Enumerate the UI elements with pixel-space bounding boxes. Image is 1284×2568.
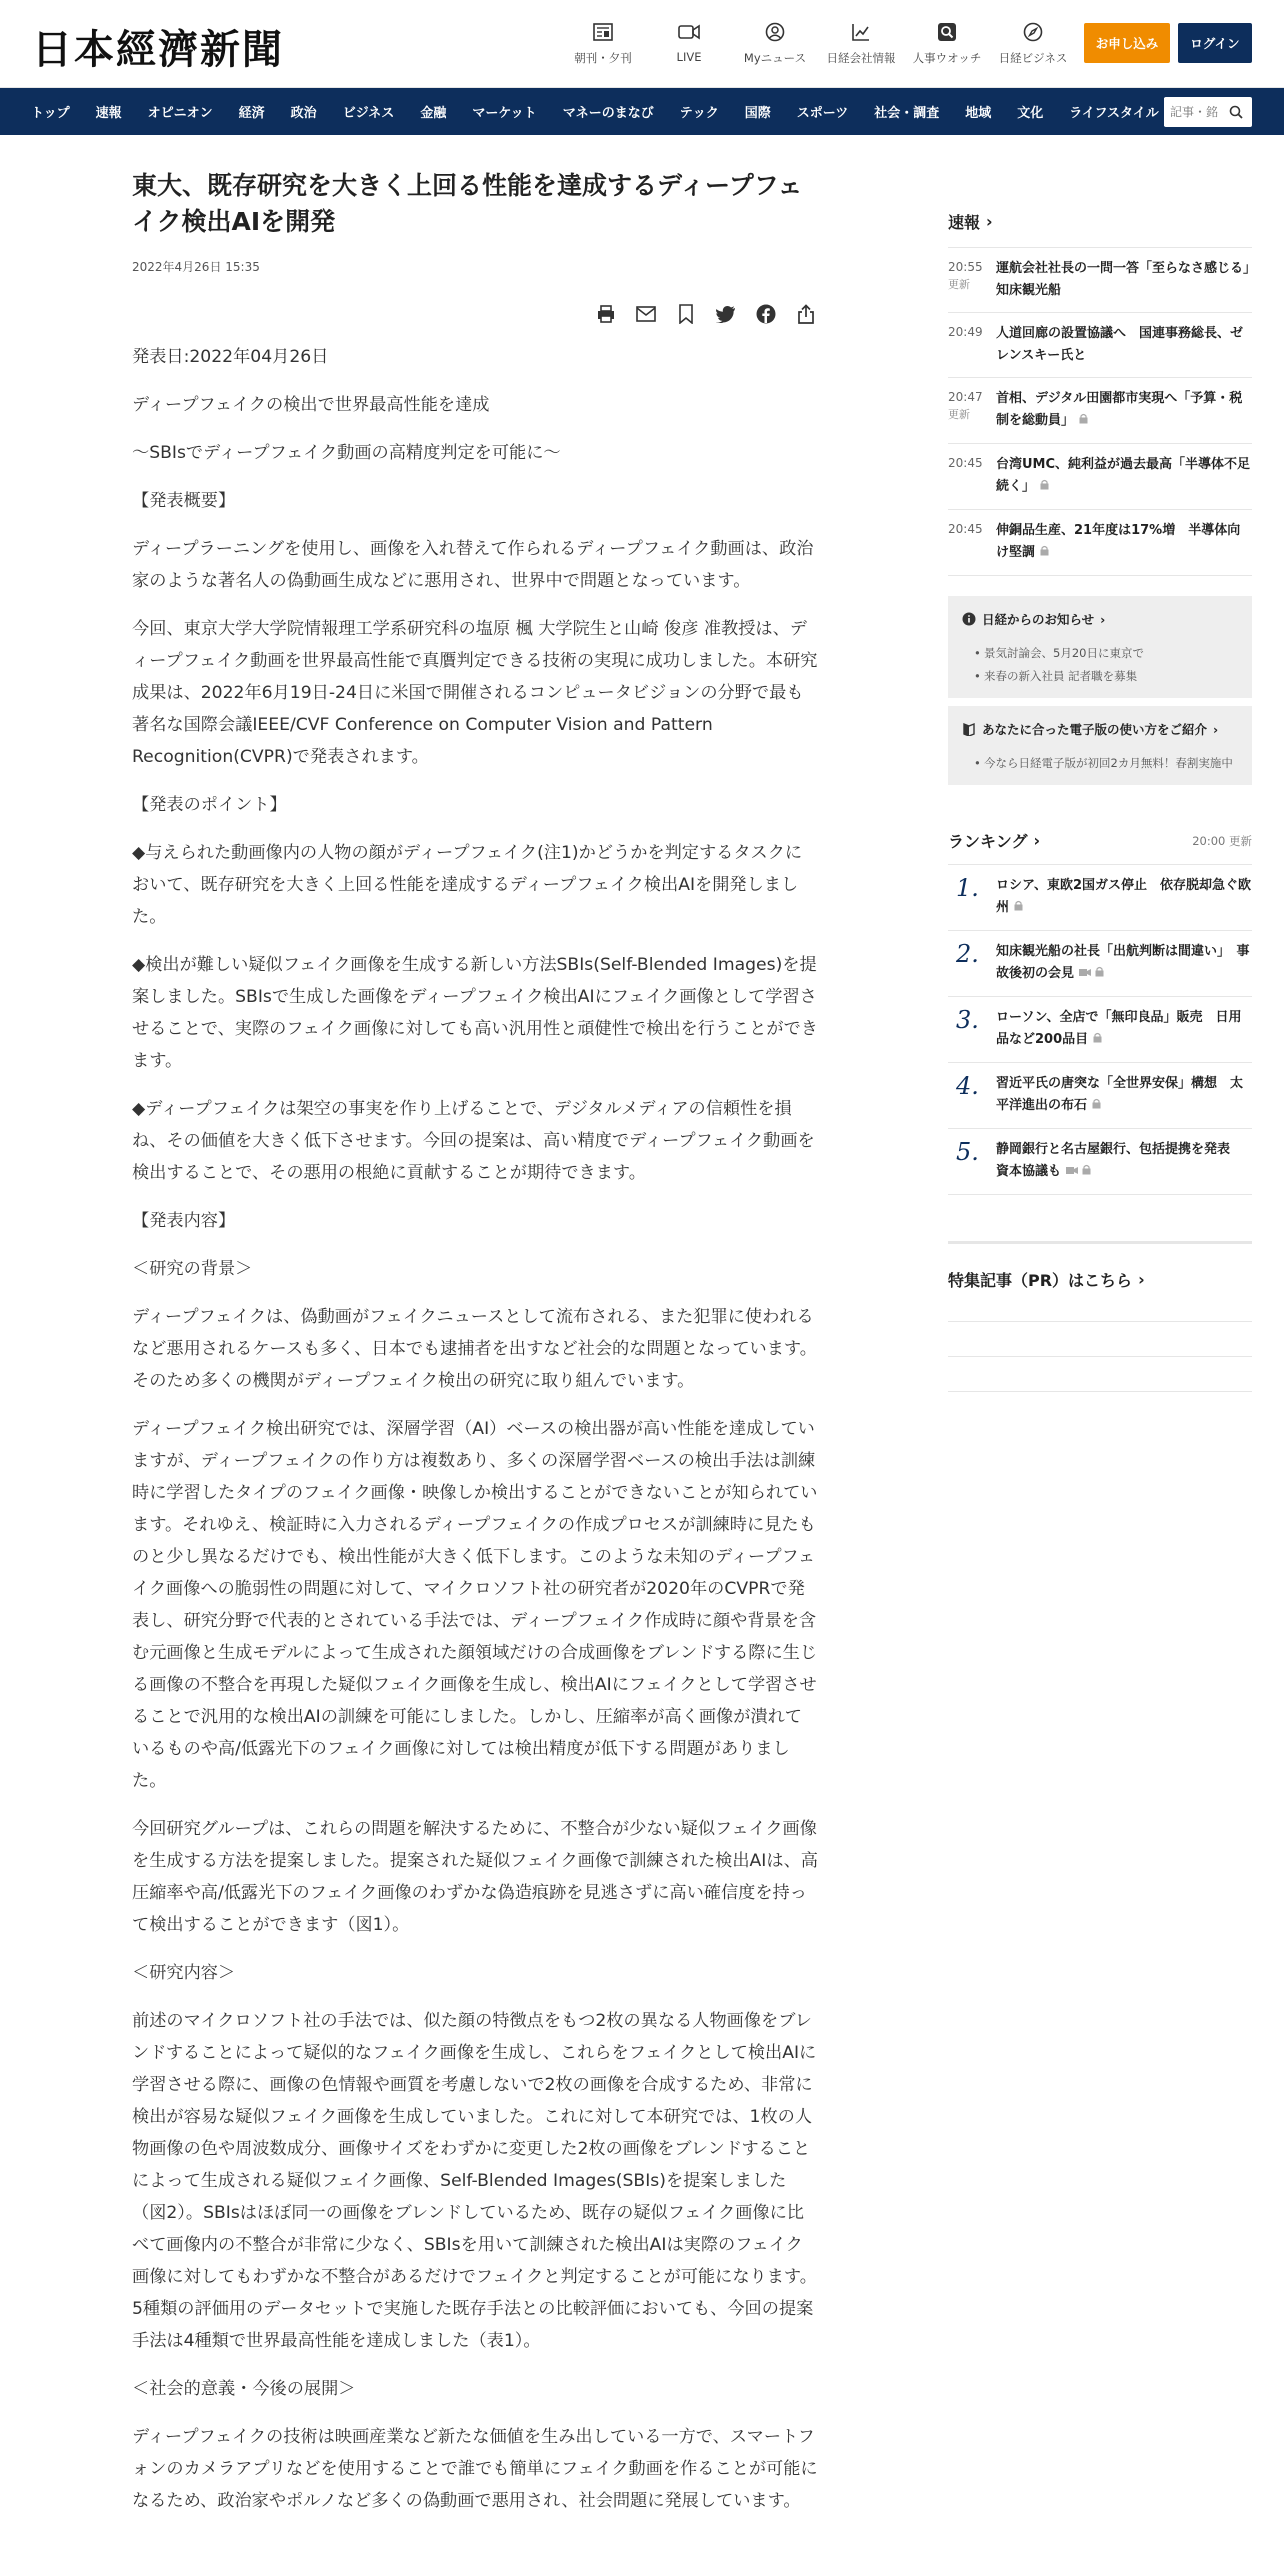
article-paragraph: ＜研究の背景＞: [132, 1259, 253, 1279]
publish-date: 2022年4月26日 15:35: [132, 260, 260, 274]
lock-icon: [1079, 416, 1088, 427]
mail-icon[interactable]: [634, 302, 658, 326]
nav-region[interactable]: 地域: [965, 106, 992, 121]
info-icon: [962, 612, 976, 626]
share-icon[interactable]: [794, 302, 818, 326]
article-paragraph: 今回研究グループは、これらの問題を解決するために、不整合が少ない疑似フェイク画像を生成する方法を提案しました。提案された疑似フェイク画像で訓練された検出AIは、高圧縮率や高/低露光下のフェイク画像のわずかな偽造痕跡を見逃さずに高い確信度を持って検出することができます（図1）。: [132, 1819, 818, 1935]
article-paragraph: ◆与えられた動画像内の人物の顔がディープフェイク(注1)かどうかを判定するタスクにおいて、既存研究を大きく上回る性能を達成するディープフェイク検出AIを開発しました。: [132, 843, 803, 927]
article-paragraph: ディープフェイクの技術は映画産業など新たな価値を生み出している一方で、スマートフォンのカメラアプリなどを使用することで誰でも簡単にフェイク動画を作ることが可能になるため、政治家やポルノなど多くの偽動画で悪用され、社会問題に発展しています。: [132, 2427, 818, 2511]
pr-title: 特集記事（PR）はこちら: [948, 1271, 1133, 1290]
divider: [948, 1356, 1252, 1357]
updated-label: 更新: [948, 408, 970, 421]
nav-company-info[interactable]: [818, 20, 904, 66]
nav-label: LIVE: [676, 50, 702, 64]
notice-heading[interactable]: [962, 610, 1238, 628]
notice-item[interactable]: • 来春の新入社員 記者職を募集: [962, 665, 1238, 688]
book-icon: [962, 722, 976, 736]
guide-item[interactable]: • 今なら日経電子版が初回2カ月無料！春割実施中: [962, 752, 1238, 775]
nav-politics[interactable]: 政治: [290, 106, 317, 121]
notice-item[interactable]: • 景気討論会、5月20日に東京で: [962, 642, 1238, 665]
login-button[interactable]: ログイン: [1178, 23, 1252, 63]
breaking-news-list: [948, 247, 1263, 576]
header-nav: [560, 20, 1076, 66]
nav-society[interactable]: 社会・調査: [874, 106, 940, 121]
ranking-item[interactable]: [948, 931, 1252, 997]
ranking-item[interactable]: [948, 1129, 1252, 1195]
digital-guide-box: [948, 706, 1252, 785]
video-icon: [1066, 1167, 1078, 1178]
article-paragraph: 前述のマイクロソフト社の手法では、似た顔の特徴点をもつ2枚の異なる人物画像をブレンドすることによって疑似的なフェイク画像を生成し、これらをフェイクとして検出AIに学習させる際に、画像の色情報や画質を考慮しないで2枚の画像を合成するため、非常に検出が容易な疑似フェイク画像を生成していました。これに対して本研究では、1枚の人物画像の色や周波数成分、画像サイズをわずかに変更した2枚の画像をブレンドすることによって生成される疑似フェイク画像、Self-Blended Images(SBIs)を提案しました（図2）。SBIsはほぼ同一の画像をブレンドしているため、既存の疑似フェイク画像に比べて画像内の不整合が非常に少なく、SBIsを用いて訓練された検出AIは実際のフェイク画像に対してもわずかな不整合があるだけでフェイクと判定することが可能になります。5種類の評価用のデータセットで実施した既存手法との比較評価においても、今回の提案手法は4種類で世界最高性能を達成しました（表1）。: [132, 2011, 817, 2351]
guide-title: あなたに合った電子版の使い方をご紹介: [982, 722, 1208, 737]
nav-label: 朝刊・夕刊: [574, 51, 632, 65]
chevron-right-icon: ›: [1100, 611, 1106, 627]
nav-label: Myニュース: [743, 51, 807, 65]
article-paragraph: ＜研究内容＞: [132, 1963, 236, 1983]
bookmark-icon[interactable]: [674, 302, 698, 326]
ranking-section: [948, 829, 1252, 1195]
search-icon[interactable]: [1224, 105, 1248, 119]
news-item[interactable]: [948, 313, 1252, 378]
article-paragraph: ディープフェイク検出研究では、深層学習（AI）ベースの検出器が高い性能を達成していますが、ディープフェイクの作り方は複数あり、多くの深層学習ベースの検出手法は訓練時に学習したタイプのフェイク画像・映像しか検出することができないことが知られています。それゆえ、検証時に入力されるディープフェイクの作成プロセスが訓練時に見たものと少し異なるだけでも、検出性能が大きく低下します。このような未知のディープフェイク画像への脆弱性の問題に対して、マイクロソフト社の研究者が2020年のCVPRで発表し、研究分野で代表的とされている手法では、ディープフェイク作成時に顔や背景を含む元画像と生成モデルによって生成された顔領域だけの合成画像をブレンドする際に生じる画像の不整合を再現した疑似フェイク画像を生成し、検出AIにフェイクとして学習させることで汎用的な検出AIの訓練を可能にしました。しかし、圧縮率が高く画像が潰れているものや高/低露光下のフェイク画像に対しては検出精度が低下する問題がありました。: [132, 1419, 818, 1791]
article-paragraph: ディープラーニングを使用し、画像を入れ替えて作られるディープフェイク動画は、政治家のような著名人の偽動画生成などに悪用され、世界中で問題となっています。: [132, 539, 814, 591]
nav-nikkei-business[interactable]: [990, 20, 1076, 66]
nav-label: 日経ビジネス: [998, 51, 1068, 65]
article-body: [132, 341, 818, 2517]
news-title: 運航会社社長の一問一答「至らなさ感じる」 知床観光船: [996, 261, 1263, 298]
article-paragraph: 今回、東京大学大学院情報理工学系研究科の塩原 楓 大学院生と山崎 俊彦 准教授は、ディープフェイク動画を世界最高性能で真贋判定できる技術の実現に成功しました。本研究成果は、2022年6月19日-24日に米国で開催されるコンピュータビジョンの分野で最も著名な国際会議IEEE/CVF Conference on Computer Vision and Pattern Recognition(CVPR)で発表されます。: [132, 619, 818, 767]
nav-tech[interactable]: テック: [679, 106, 719, 121]
breaking-news-title: 速報: [948, 213, 981, 232]
ranking-number: 4.: [956, 1072, 979, 1100]
article-paragraph: ディープフェイクは、偽動画がフェイクニュースとして流布される、また犯罪に使われるなど悪用されるケースも多く、日本でも逮捕者を出すなど社会的な問題となっています。そのため多くの機関がディープフェイク検出の研究に取り組んでいます。: [132, 1307, 817, 1391]
news-title: 伸銅品生産、21年度は17%増 半導体向け堅調: [996, 523, 1241, 560]
search-input[interactable]: [1164, 98, 1224, 126]
lock-icon: [1040, 548, 1049, 559]
nav-my-news[interactable]: [732, 20, 818, 66]
user-icon: [762, 20, 788, 44]
article-paragraph: 〜SBIsでディープフェイク動画の高精度判定を可能に〜: [132, 443, 561, 463]
sidebar: [948, 210, 1263, 1392]
article-paragraph: 【発表内容】: [132, 1211, 236, 1231]
lock-icon: [1082, 1167, 1091, 1178]
nav-business[interactable]: ビジネス: [342, 106, 395, 121]
news-time: 20:55 更新: [948, 258, 996, 302]
notice-title: 日経からのお知らせ: [982, 612, 1095, 627]
article-paragraph: ◆ディープフェイクは架空の事実を作り上げることで、デジタルメディアの信頼性を損ね、その価値を大きく低下させます。今回の提案は、高い精度でディープフェイク動画を検出することで、その悪用の根絶に貢献することが期待できます。: [132, 1099, 815, 1183]
ranking-item[interactable]: [948, 997, 1252, 1063]
nav-finance[interactable]: 金融: [420, 106, 447, 121]
site-logo[interactable]: 日本經濟新聞: [32, 26, 284, 73]
divider: [948, 1321, 1252, 1322]
nav-international[interactable]: 国際: [744, 106, 771, 121]
updated-label: 更新: [948, 278, 970, 291]
nikkei-notice-box: [948, 596, 1252, 698]
ranking-number: 5.: [956, 1138, 979, 1166]
news-title: 台湾UMC、純利益が過去最高「半導体不足続く」: [996, 457, 1251, 494]
ranking-item[interactable]: [948, 1063, 1252, 1129]
ranking-list: [948, 864, 1252, 1195]
nav-money[interactable]: マネーのまなび: [562, 106, 654, 121]
search-box: [1164, 97, 1252, 127]
chevron-right-icon: ›: [1138, 1270, 1145, 1289]
nav-personnel-watch[interactable]: [904, 20, 990, 66]
guide-heading[interactable]: [962, 720, 1238, 738]
notice-list: [962, 642, 1238, 688]
chevron-right-icon: ›: [986, 212, 993, 231]
news-item[interactable]: [948, 510, 1252, 576]
lock-icon: [1095, 969, 1104, 980]
pr-heading[interactable]: [948, 1268, 1252, 1291]
ranking-number: 2.: [956, 940, 979, 968]
nav-morning-evening[interactable]: [560, 20, 646, 66]
guide-list: [962, 752, 1238, 775]
nav-label: 人事ウオッチ: [912, 51, 982, 65]
nav-sports[interactable]: スポーツ: [796, 106, 849, 121]
ranking-title: ロシア、東欧2国ガス停止 依存脱却急ぐ欧州: [996, 878, 1252, 915]
article-paragraph: ◆検出が難しい疑似フェイク画像を生成する新しい方法SBIs(Self-Blended Images)を提案しました。SBIsで生成した画像をディープフェイク検出AIにフェイク画像として学習させることで、実際のフェイク画像に対しても高い汎用性と頑健性で検出を行うことができます。: [132, 955, 818, 1071]
lock-icon: [1093, 1035, 1102, 1046]
nav-live[interactable]: [646, 20, 732, 66]
nav-label: 日経会社情報: [826, 51, 896, 65]
news-item[interactable]: [948, 444, 1252, 510]
compass-icon: [1020, 20, 1046, 44]
ranking-item[interactable]: [948, 865, 1252, 931]
news-time: 20:49: [948, 325, 983, 339]
ranking-number: 3.: [956, 1006, 979, 1034]
ranking-title: ローソン、全店で「無印良品」販売 日用品など200品目: [996, 1010, 1242, 1047]
ranking-title: 静岡銀行と名古屋銀行、包括提携を発表 資本協議も: [996, 1142, 1244, 1179]
ranking-title: 習近平氏の唐突な「全世界安保」構想 太平洋進出の布石: [996, 1076, 1244, 1113]
site-header: [0, 0, 1284, 88]
article-paragraph: 【発表のポイント】: [132, 795, 287, 815]
nav-top[interactable]: トップ: [31, 106, 70, 121]
news-time: 20:45: [948, 456, 983, 470]
lock-icon: [1040, 482, 1049, 493]
news-title: 首相、デジタル田園都市実現へ「予算・税制を総動員」: [996, 391, 1243, 428]
ranking-title: 知床観光船の社長「出航判断は間違い」 事故後初の会見: [996, 944, 1250, 981]
twitter-icon[interactable]: [714, 302, 738, 326]
article-paragraph: 【発表概要】: [132, 491, 236, 511]
chevron-right-icon: ›: [1033, 831, 1041, 850]
facebook-icon[interactable]: [754, 302, 778, 326]
share-toolbar: [132, 301, 818, 327]
breaking-news-heading[interactable]: [948, 210, 1252, 233]
nav-breaking[interactable]: 速報: [95, 106, 122, 121]
pr-section: [948, 1241, 1252, 1392]
category-navbar: [0, 88, 1284, 135]
nav-economy[interactable]: 経済: [238, 106, 265, 121]
search-person-icon: [934, 20, 960, 44]
divider: [948, 1391, 1252, 1392]
article-paragraph: ＜社会的意義・今後の展開＞: [132, 2379, 356, 2399]
ranking-number: 1.: [956, 874, 979, 902]
nav-culture[interactable]: 文化: [1017, 106, 1044, 121]
ranking-title: ランキング: [948, 832, 1028, 851]
nav-lifestyle[interactable]: ライフスタイル: [1069, 106, 1159, 121]
news-item[interactable]: [948, 248, 1263, 313]
news-item[interactable]: [948, 378, 1252, 444]
chart-icon: [848, 20, 874, 44]
ranking-updated-time: 20:00 更新: [1192, 833, 1252, 848]
lock-icon: [1014, 903, 1023, 914]
news-title: 人道回廊の設置協議へ 国連事務総長、ゼレンスキー氏と: [996, 326, 1244, 363]
article: [132, 168, 818, 2533]
lock-icon: [1092, 1101, 1101, 1112]
article-paragraph: 発表日:2022年04月26日: [132, 347, 329, 367]
chevron-right-icon: ›: [1213, 721, 1219, 737]
article-title: 東大、既存研究を大きく上回る性能を達成するディープフェイク検出AIを開発: [132, 171, 803, 236]
ranking-header: [948, 829, 1252, 852]
article-paragraph: ディープフェイクの検出で世界最高性能を達成: [132, 395, 490, 415]
ranking-heading[interactable]: [948, 829, 1040, 852]
nav-opinion[interactable]: オピニオン: [147, 106, 213, 121]
subscribe-button[interactable]: お申し込み: [1084, 23, 1170, 63]
news-time: 20:45: [948, 522, 983, 536]
newspaper-icon: [590, 20, 616, 44]
video-icon: [676, 20, 702, 44]
news-time: 20:47 更新: [948, 388, 996, 433]
print-icon[interactable]: [594, 302, 618, 326]
video-icon: [1079, 969, 1091, 980]
nav-market[interactable]: マーケット: [472, 106, 537, 121]
